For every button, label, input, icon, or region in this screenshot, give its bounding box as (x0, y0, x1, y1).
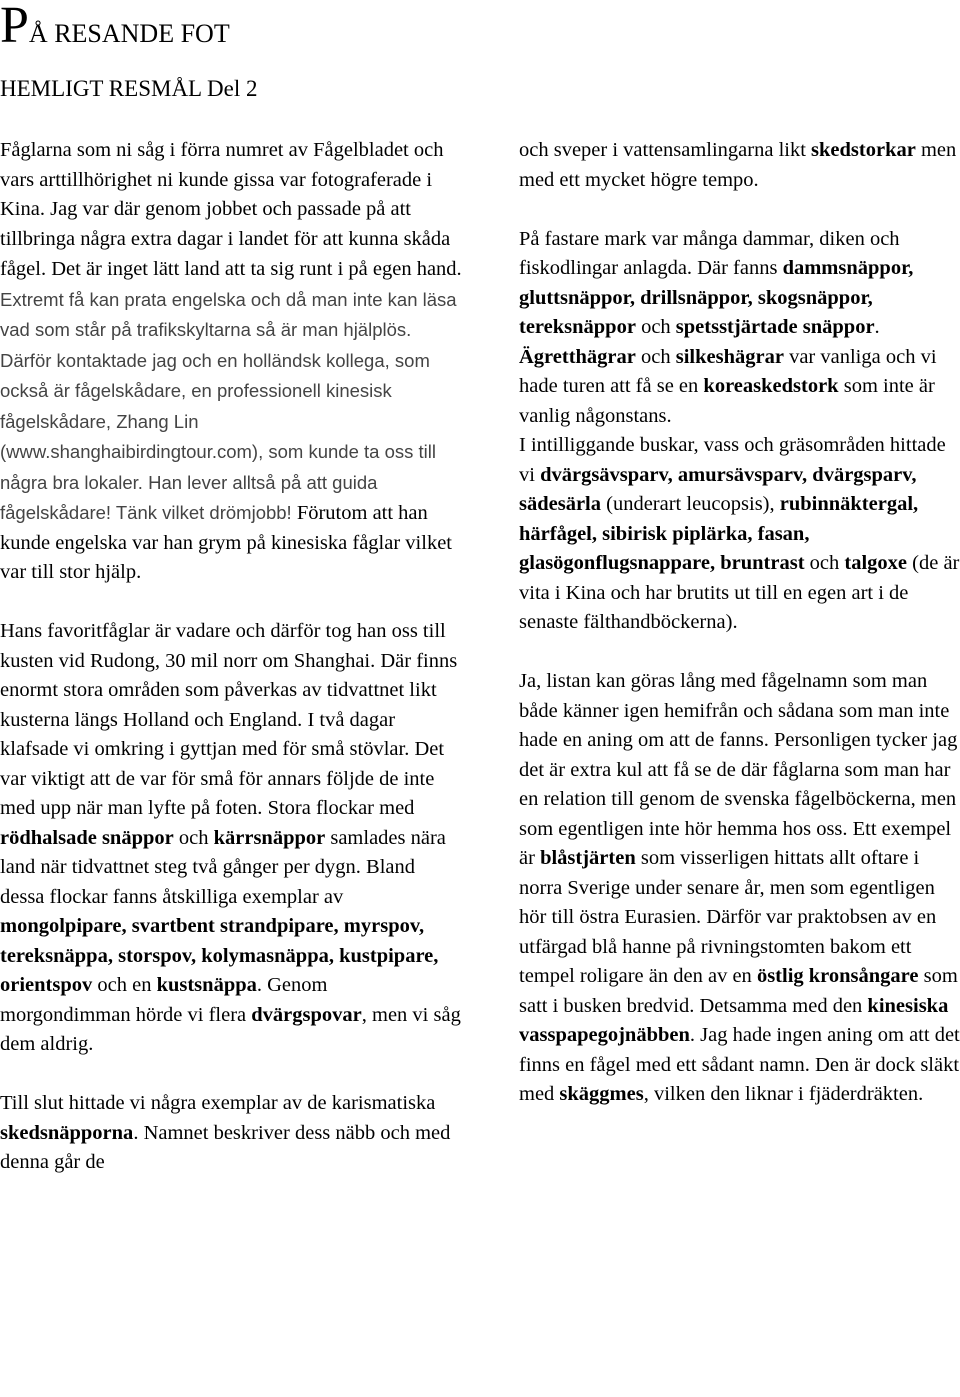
text-run: var vanliga och vi hade turen att få se en (519, 345, 937, 397)
paragraph-buskar (519, 431, 960, 638)
text-run: Därför kontaktade jag och en holländsk kollega, som också är fågelskådare, en professionell kinesisk fågelskådare, Zhang Lin (www.shanghaibirdingtour.com), som kunde ta oss till några bra lokaler. (0, 349, 436, 493)
text-run: (de är vita i Kina och har brutits ut till en egen art i de senaste fälthandböckerna). (519, 552, 960, 633)
text-run: som satt i busken bredvid. Detsamma med den (519, 965, 958, 1017)
text-run: I två dagar klafsade vi omkring i gyttjan med för små stövlar. (0, 708, 410, 760)
text-run: och (635, 316, 676, 338)
text-run: och sveper i vattensamlingarna likt (519, 139, 812, 161)
text-run: På fastare mark var många dammar, diken och fiskodlingar anlagda. Där fanns (519, 227, 900, 279)
text-run: Ja, listan kan göras lång med fågelnamn som man både känner igen hemifrån och sådana som man inte hade en aning om att de fanns. Personligen tycker jag det är extra kul att få se de där fåglarna som man har en relation till genom de svenska fågelböckerna, men som egentligen inte hör hemma hos oss. Ett exempel är (519, 670, 958, 869)
article-title (0, 0, 230, 52)
paragraph-rudong (0, 617, 462, 1060)
article-subtitle: HEMLIGT RESMÅL Del 2 (0, 76, 258, 101)
bird-name: kärrsnäppor (213, 826, 326, 849)
text-run: Han lever alltså på att guida fågelskådare! Tänk vilket drömjobb! (0, 471, 378, 523)
bird-name: blåstjärten (540, 847, 636, 869)
text-run: (underart leucopsis), (601, 493, 780, 515)
text-run: Förutom att han kunde engelska var han grym på kinesiska fåglar vilket var till stor hjälp. (0, 502, 452, 583)
title-rest: Å RESANDE FOT (28, 19, 230, 48)
paragraph-dammar (519, 225, 960, 432)
bird-name: östlig kronsångare (756, 965, 919, 987)
bird-name: dvärgspovar (251, 1003, 362, 1026)
text-run: men med ett mycket högre tempo. (519, 139, 957, 191)
text-run: Stora flockar med (262, 797, 415, 819)
text-run: Genom morgondimman hörde vi flera (0, 974, 328, 1026)
text-run: samlades nära land när tidvattnet steg två gånger per dygn. (0, 826, 446, 878)
bird-name: mongolpipare, svartbent strandpipare, myrspov, tereksnäppa, storspov, kolymasnäppa, kustpipare, orientspov (0, 915, 439, 996)
text-run: Till slut hittade vi några exemplar av de karismatiska (0, 1092, 436, 1114)
text-run: Extremt få kan prata engelska och då man inte kan läsa vad som står på trafikskyltarna så är man hjälplös. (0, 288, 457, 340)
bird-name: silkeshägrar (675, 345, 784, 368)
title-initial: P (0, 0, 29, 54)
paragraph-intro (0, 136, 462, 588)
text-run: Det är inget lätt land att ta sig runt i på egen hand. (46, 258, 462, 280)
bird-name: dvärgsävsparv, amursävsparv, dvärgsparv, sädesärla (519, 463, 917, 515)
text-run: Hans favoritfåglar är vadare och därför tog han oss till kusten vid Rudong, 30 mil norr om Shanghai. (0, 620, 446, 672)
text-run: Namnet beskriver dess näbb och med denna går de (0, 1121, 451, 1173)
right-column (519, 136, 960, 1110)
paragraph-continuation (519, 136, 960, 195)
text-run: och (804, 552, 845, 574)
text-run: Där finns enormt stora områden som påverkas av tidvattnet likt kusterna längs Holland och England. (0, 649, 458, 731)
bird-name: kinesiska vasspapegojnäbben (519, 994, 949, 1046)
text-run: Det var viktigt att de var för små för annars följde de inte med upp när man lyfte på foten. (0, 738, 445, 819)
bird-name: dammsnäppor, gluttsnäppor, drillsnäppor, skogsnäppor, tereksnäppor (519, 257, 914, 338)
paragraph-skedsnappor (0, 1089, 462, 1178)
bird-name: skedsnäpporna (0, 1121, 134, 1144)
bird-name: koreaskedstork (703, 375, 839, 397)
text-run: och (635, 345, 676, 368)
text-run: som inte är vanlig någonstans. (519, 375, 935, 427)
bird-name: talgoxe (844, 552, 908, 574)
text-run: . (133, 1121, 139, 1144)
bird-name: Ägretthägrar (519, 345, 636, 368)
text-run: , men vi såg dem aldrig. (0, 1003, 461, 1055)
text-run: Bland dessa flockar fanns åtskilliga exemplar av (0, 856, 416, 908)
bird-name: rubinnäktergal, härfågel, sibirisk piplärka, fasan, glasögonflugsnappare, bruntrast (519, 493, 919, 574)
bird-name: kustsnäppa (156, 974, 257, 996)
text-run: som visserligen hittats allt oftare i norra Sverige under senare år, men som egentligen hör till östra Eurasien. Därför var praktobsen av en utfärgad blå hanne på rivningstomten bakom ett tempel roligare än den av en (519, 847, 937, 987)
bird-name: skäggmes (559, 1083, 644, 1105)
paragraph-listan (519, 667, 960, 1110)
text-run: , vilken den liknar i fjäderdräkten. (643, 1083, 924, 1105)
bird-name: rödhalsade snäppor (0, 826, 174, 849)
left-column (0, 136, 462, 1178)
text-run: . (256, 974, 262, 996)
text-run: och en (92, 974, 157, 996)
text-run: Fåglarna som ni såg i förra numret av Fågelbladet och vars arttillhörighet ni kunde gissa var fotograferade i Kina. Jag var där genom jobbet och passade på att tillbringa några extra dagar i landet för att kunna skåda fågel. (0, 139, 451, 280)
bird-name: skedstorkar (811, 139, 916, 161)
bird-name: spetsstjärtade snäppor (675, 316, 875, 338)
text-run: . (874, 316, 880, 338)
text-run: och (173, 826, 214, 849)
text-run: I intilliggande buskar, vass och gräsområden hittade vi (519, 434, 946, 486)
text-run: . Jag hade ingen aning om att det finns en fågel med ett sådant namn. Den är dock släkt med (519, 1024, 960, 1105)
